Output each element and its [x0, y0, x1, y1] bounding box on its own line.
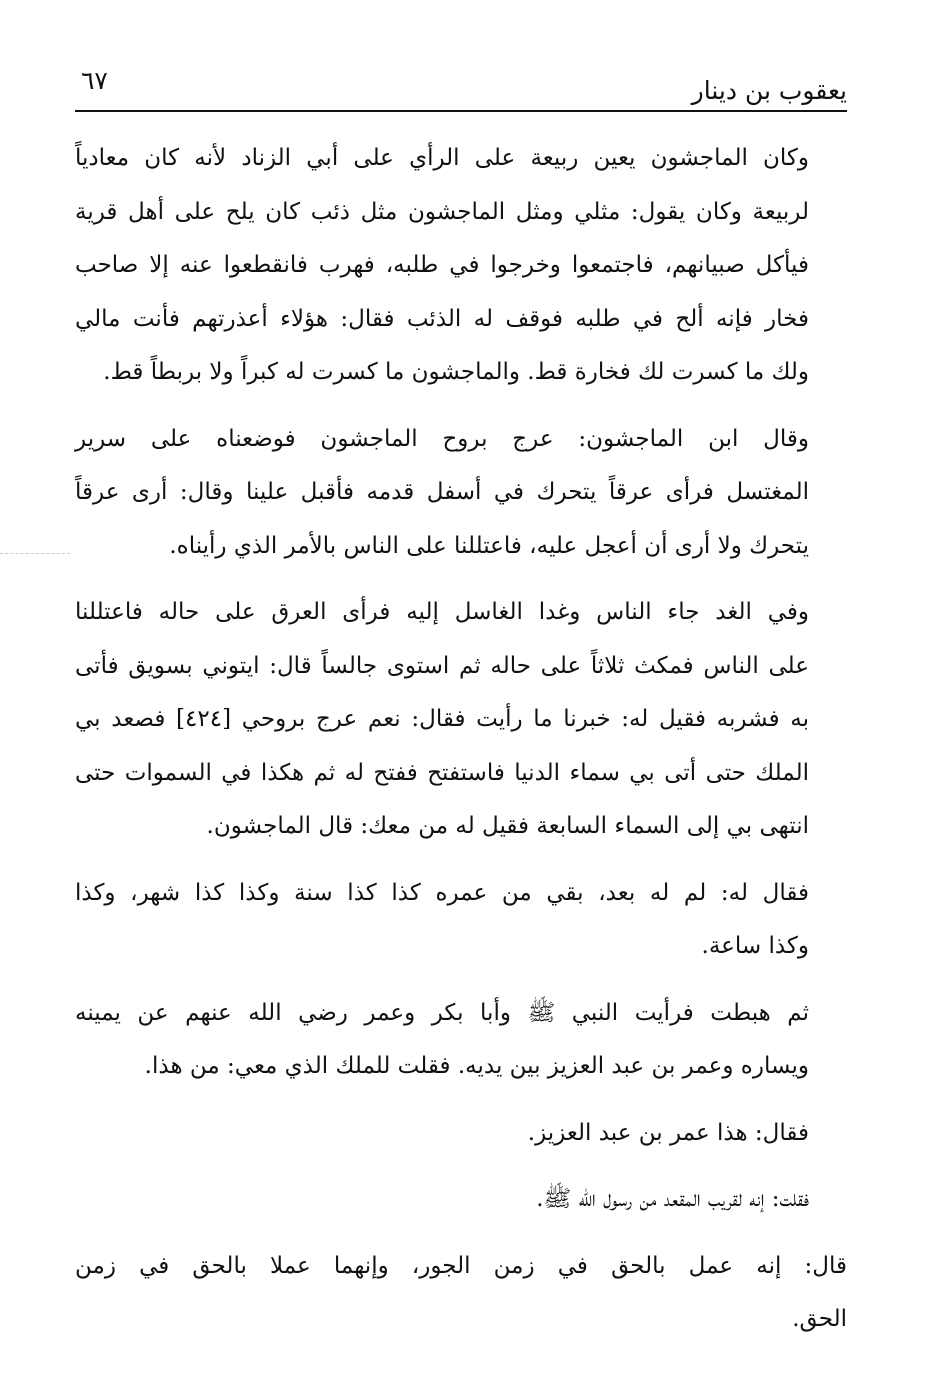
paragraph: [75, 1107, 847, 1161]
text-line: وقال ابن الماجشون: عرج بروح الماجشون فوضعناه على سرير: [75, 425, 809, 452]
text-line: فيأكل صبيانهم، فاجتمعوا وخرجوا في طلبه، فهرب فانقطعوا عنه إلا صاحب: [75, 252, 809, 278]
text-line: فقلت: إنه لقريب المقعد من رسول الله ﷺ.: [536, 1186, 809, 1212]
text-line: وفي الغد جاء الناس وغدا الغاسل إليه فرأى العرق على حاله فاعتللنا: [75, 599, 809, 625]
text-line: ولك ما كسرت لك فخارة قط. والماجشون ما كسرت له كبراً ولا بربطاً قط.: [103, 359, 809, 385]
text-line: انتهى بي إلى السماء السابعة فقيل له من معك: قال الماجشون.: [206, 813, 809, 839]
body-text: [75, 132, 847, 1360]
text-line: الملك حتى أتى بي سماء الدنيا فاستفتح ففتح له ثم هكذا في السموات حتى: [75, 759, 809, 786]
paragraph: [75, 987, 847, 1094]
text-line: ثم هبطت فرأيت النبي ﷺ وأبا بكر وعمر رضي الله عنهم عن يمينه: [75, 999, 809, 1026]
paragraph: [75, 413, 847, 574]
running-title: يعقوب بن دينار: [691, 76, 847, 105]
text-line: به فشربه فقيل له: خبرنا ما رأيت فقال: نعم عرج بروحي [٤٢٤] فصعد بي: [75, 706, 809, 732]
text-line: على الناس فمكث ثلاثاً على حاله ثم استوى جالساً قال: ايتوني بسويق فأتى: [75, 652, 809, 679]
text-line: الحق.: [792, 1306, 847, 1332]
paragraph: [75, 586, 847, 854]
paragraph: [75, 1240, 847, 1347]
text-line: ويساره وعمر بن عبد العزيز بين يديه. فقلت للملك الذي معي: من هذا.: [144, 1053, 809, 1079]
text-line: وكذا ساعة.: [701, 933, 809, 959]
text-line: فخار فإنه ألح في طلبه فوقف له الذئب فقال: هؤلاء أعذرتهم فأنت مالي: [75, 305, 809, 332]
page-header: [75, 60, 847, 112]
paragraph: [75, 867, 847, 974]
header-rule: [75, 110, 847, 112]
text-line: يتحرك ولا أرى أن أعجل عليه، فاعتللنا على الناس بالأمر الذي رأيناه.: [169, 532, 809, 559]
scan-artifact-line: [0, 553, 70, 554]
text-line: فقال له: لم له بعد، بقي من عمره كذا كذا سنة وكذا كذا شهر، وكذا: [75, 879, 809, 906]
text-line: قال: إنه عمل بالحق في زمن الجور، وإنهما عملا بالحق في زمن: [75, 1252, 847, 1279]
page-number: ٦٧: [81, 66, 108, 95]
text-line: المغتسل فرأى عرقاً يتحرك في أسفل قدمه فأقبل علينا وقال: أرى عرقاً: [75, 479, 809, 505]
paragraph: [75, 1173, 847, 1227]
text-line: فقال: هذا عمر بن عبد العزيز.: [527, 1119, 809, 1146]
text-line: وكان الماجشون يعين ربيعة على الرأي على أبي الزناد لأنه كان معادياً: [75, 145, 809, 171]
paragraph: [75, 132, 847, 400]
text-line: لربيعة وكان يقول: مثلي ومثل الماجشون مثل ذئب كان يلح على أهل قرية: [75, 198, 809, 225]
